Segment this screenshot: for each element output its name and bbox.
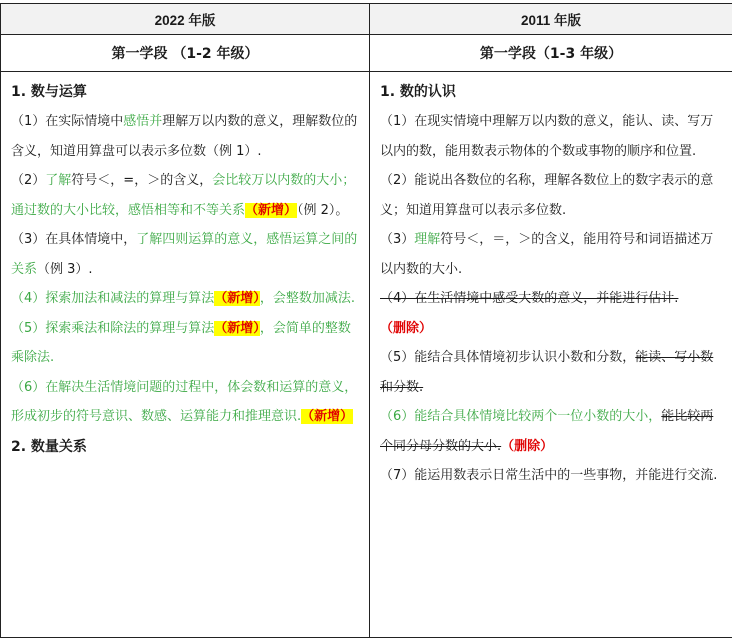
item-2011-5: （5）能结合具体情境初步认识小数和分数，能读、写小数和分数. <box>380 350 714 395</box>
new-badge: （新增） <box>301 409 354 424</box>
item-2022-6: （6）在解决生活情境问题的过程中，体会数和运算的意义，形成初步的符号意识、数感、运算能力和推理意识.（新增） <box>11 379 358 424</box>
new-badge: （新增） <box>214 291 260 306</box>
item-2011-1: （1）在现实情境中理解万以内数的意义，能认、读、写万以内的数，能用数表示物体的个数或事物的顺序和位置. <box>380 114 714 159</box>
section-quantity-relations: 2. 数量关系 <box>11 438 87 455</box>
item-2011-6: （6）能结合具体情境比较两个一位小数的大小，能比较两个同分母分数的大小.（删除） <box>380 409 714 454</box>
item-2022-4: （4）探索加法和减法的算理与算法（新增），会整数加减法. <box>11 291 355 306</box>
stage-2011: 第一学段（1-3 年级） <box>370 35 732 72</box>
item-2011-7: （7）能运用数表示日常生活中的一些事物，并能进行交流. <box>380 468 718 483</box>
section-number-recognition: 1. 数的认识 <box>380 84 456 100</box>
comparison-table <box>0 3 732 638</box>
stage-2022: 第一学段 （1-2 年级） <box>1 35 370 72</box>
deleted-badge: （删除） <box>380 320 433 336</box>
item-2022-5: （5）探索乘法和除法的算理与算法（新增），会简单的整数乘除法. <box>11 320 351 365</box>
item-2022-1: （1）在实际情境中感悟并理解万以内数的意义，理解数位的含义，知道用算盘可以表示多位数（例 1）. <box>11 114 358 159</box>
deleted-badge: （删除） <box>501 438 554 454</box>
item-2011-3: （3）理解符号＜，＝，＞的含义，能用符号和词语描述万以内数的大小. <box>380 232 714 277</box>
header-2022: 2022 年版 <box>1 4 370 35</box>
item-2022-3: （3）在具体情境中，了解四则运算的意义，感悟运算之间的关系（例 3）. <box>11 232 358 277</box>
new-badge: （新增） <box>214 320 260 336</box>
item-2022-2: （2）了解符号＜，=，＞的含义，会比较万以内数的大小；通过数的大小比较，感悟相等和不等关系（新增）（例 2）。 <box>11 173 356 218</box>
item-2011-4: （4）在生活情境中感受大数的意义，并能进行估计.（删除） <box>380 291 679 336</box>
header-2011: 2011 年版 <box>370 4 732 35</box>
item-2011-2: （2）能说出各数位的名称，理解各数位上的数字表示的意义；知道用算盘可以表示多位数. <box>380 173 714 218</box>
new-badge: （新增） <box>245 202 298 218</box>
column-2011 <box>370 72 732 638</box>
column-2022 <box>1 72 370 638</box>
section-number-operations: 1. 数与运算 <box>11 84 87 100</box>
